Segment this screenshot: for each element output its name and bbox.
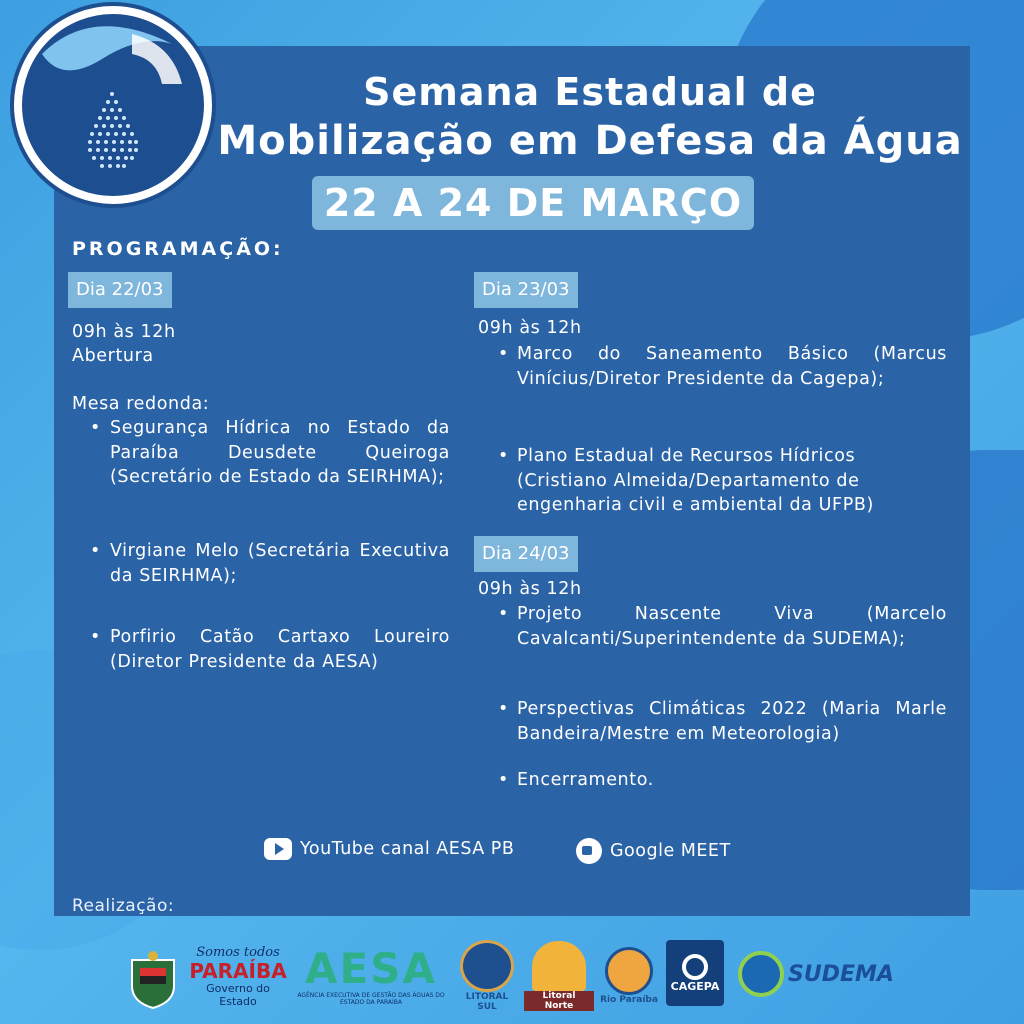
cagepa-logo: [666, 940, 724, 1006]
governo-text: Governo do Estado: [206, 981, 270, 1008]
day2-time: 09h às 12h: [478, 318, 582, 338]
litoral-norte-emblem: [532, 941, 586, 991]
bullet-dot: •: [90, 418, 101, 438]
title-line-1: Semana Estadual de: [363, 70, 817, 114]
cagepa-text: CAGEPA: [670, 979, 720, 993]
sponsor-logos: [0, 918, 1024, 1024]
day1-opening: Abertura: [72, 346, 154, 366]
litoral-sul-logo: [456, 940, 518, 1012]
sudema-logo: [736, 944, 896, 1004]
day1-item-2: Virgiane Melo (Secretária Executiva da SEIRHMA);: [110, 541, 450, 586]
rio-paraiba-text: Rio Paraíba: [600, 995, 658, 1005]
bullet-dot: •: [90, 627, 101, 647]
date-range-badge: 22 A 24 DE MARÇO: [312, 176, 754, 230]
bullet-dot: •: [498, 699, 509, 719]
bullet-dot: •: [498, 446, 509, 466]
google-meet-link[interactable]: [576, 838, 731, 864]
bullet-dot: •: [90, 541, 101, 561]
sudema-emblem: [738, 951, 784, 997]
day2-item-2: Plano Estadual de Recursos Hídricos (Cristiano Almeida/Departamento de engenharia civil e ambiental da UFPB): [517, 446, 874, 515]
day2-item-1: Marco do Saneamento Básico (Marcus Vinícius/Diretor Presidente da Cagepa);: [517, 344, 947, 389]
bullet-dot: •: [498, 770, 509, 790]
sudema-text: SUDEMA: [788, 961, 894, 987]
youtube-link[interactable]: [264, 838, 514, 860]
water-drop-icon: [22, 14, 204, 196]
day2-tag: Dia 23/03: [474, 272, 578, 308]
youtube-link-label: YouTube canal AESA PB: [300, 839, 515, 859]
litoral-norte-text: Litoral Norte: [524, 991, 594, 1011]
day1-time: 09h às 12h: [72, 322, 176, 342]
rio-paraiba-emblem: [605, 947, 653, 995]
google-meet-icon: [576, 838, 602, 864]
paraiba-text: PARAÍBA: [189, 958, 287, 983]
cagepa-emblem: [682, 954, 708, 980]
day1-section: Mesa redonda:: [72, 394, 210, 414]
day3-time: 09h às 12h: [478, 579, 582, 599]
day3-item-1: Projeto Nascente Viva (Marcelo Cavalcanti/Superintendente da SUDEMA);: [517, 604, 947, 649]
footer-label: Realização:: [72, 896, 175, 916]
day1-tag: Dia 22/03: [68, 272, 172, 308]
somos-todos-text: Somos todos: [196, 944, 280, 960]
litoral-sul-text: LITORAL SUL: [465, 992, 509, 1012]
youtube-icon: [264, 838, 292, 860]
coat-of-arms-logo: [124, 950, 182, 1010]
program-heading: PROGRAMAÇÃO:: [72, 238, 284, 260]
bullet-dot: •: [498, 344, 509, 364]
aesa-subtitle: AGÊNCIA EXECUTIVA DE GESTÃO DAS ÁGUAS DO ESTADO DA PARAÍBA: [297, 992, 445, 1006]
litoral-norte-logo: [524, 940, 594, 1012]
coat-of-arms-icon: [124, 950, 182, 1010]
day1-item-3: Porfirio Catão Cartaxo Loureiro (Diretor Presidente da AESA): [110, 627, 450, 672]
title-line-2: Mobilização em Defesa da Água: [217, 118, 963, 164]
bullet-dot: •: [498, 604, 509, 624]
water-drop-logo: [14, 6, 212, 204]
rio-paraiba-logo: [600, 940, 658, 1012]
day3-item-3: Encerramento.: [517, 770, 654, 790]
aesa-text: AESA: [305, 944, 437, 993]
governo-paraiba-logo: [190, 944, 286, 1008]
litoral-sul-emblem: [460, 940, 514, 992]
day3-tag: Dia 24/03: [474, 536, 578, 572]
day3-item-2: Perspectivas Climáticas 2022 (Maria Marle Bandeira/Mestre em Meteorologia): [517, 699, 947, 744]
google-meet-link-label: Google MEET: [610, 841, 731, 861]
aesa-logo: [292, 938, 450, 1014]
day1-item-1: Segurança Hídrica no Estado da Paraíba Deusdete Queiroga (Secretário de Estado da SEIRHMA);: [110, 418, 450, 487]
